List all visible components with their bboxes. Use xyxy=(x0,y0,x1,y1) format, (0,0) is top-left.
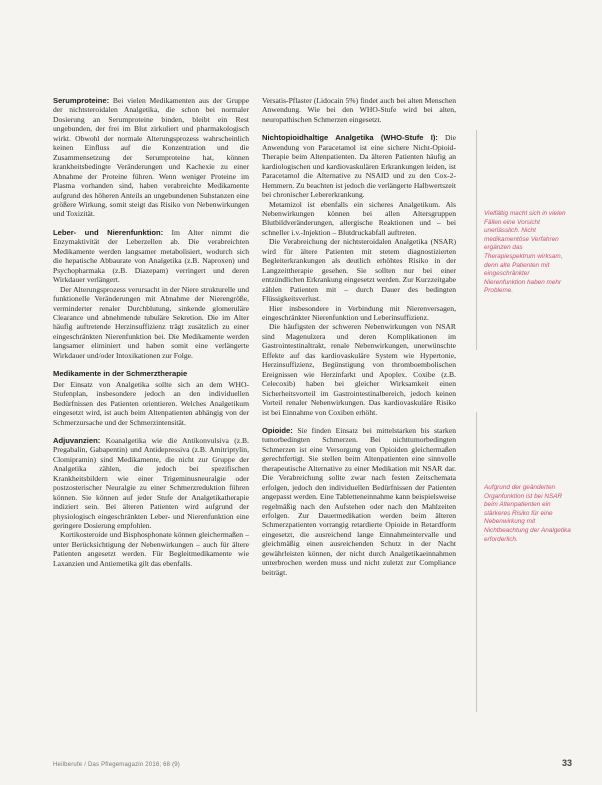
paragraph-niereninsuffizienz: Hier insbesondere in Verbindung mit Nierenversagen, eingeschränkter Nierenfunktion und Leberinsuffizienz. xyxy=(262,303,456,322)
page-number: 33 xyxy=(561,758,572,768)
paragraph-text: Im Alter nimmt die Enzymaktivität der Leberzellen ab. Die verabreichten Medikamente werden langsamer metabolisiert, wodurch sich die hepatische Abbaurate von Analgetika (z.B. Naproxen) und Psychopharmaka (z.B. Diazepam) verringert und deren Wirkdauer verlängert. xyxy=(53,227,250,285)
paragraph-text: Koanalgetika wie die Antikonvulsiva (z.B. Pregabalin, Gabapentin) und Antidepressiva (z.B. Amitriptylin, Clomipramin) sind Medikamente, die nicht zur Gruppe der Analgetika zählen, die jedoch bei spezifischen Krankheitsbildern wie einer Trigeminusneuralgie oder postzosterischer Neuralgie zu einer Schmerzreduktion führen können. Sie können auf jeder Stufe der Analgetikatherapie indiziert sein. Bei älteren Patienten wird aufgrund der physiologisch eingeschränkten Leber- und Nierenfunktion eine geringere Dosierung empfohlen. xyxy=(53,435,249,531)
section-heading-schmerztherapie: Medikamente in der Schmerztherapie xyxy=(53,369,188,379)
paragraph-text: Die Anwendung von Paracetamol ist eine sichere Nicht-Opioid-Therapie beim Altenpatienten. Da älteren Patienten häufig an kardiologischen und kardiovaskulären Erkrankungen leiden, ist Paracetamol die Alternative zu NSAID und zu den Cox-2-Hemmern. Zu beachten ist jedoch die verlängerte Halbwertszeit bei chronischer Lebererkrankung. xyxy=(262,133,456,200)
paragraph-text: Bei vielen Medikamenten aus der Gruppe der nichtsteroidalen Analgetika, die schon bei normaler Dosierung an Serumproteine binden, bleibt ein Rest ungebunden, der frei im Blut zirkuliert und pharmakologisch wirkt. Obwohl der normale Alterungsprozess wahrscheinlich keinen Einfluss auf die Konzentration und die Zusammensetzung der Serumproteine hat, können krankheitsbedingte Veränderungen und Kachexie zu einer Abnahme der Proteine führen. Wenn weniger Proteine im Plasma vorhanden sind, haben verabreichte Medikamente aufgrund des höheren Anteils an ungebundenen Substanzen eine größere Wirkung, somit steigt das Risiko von Nebenwirkungen und Toxizität. xyxy=(53,96,249,219)
paragraph-text: Sie finden Einsatz bei mittelstarken bis starken tumorbedingten Schmerzen. Bei nichttumorbedingten Schmerzen ist eine Versorgung von Opioiden gleichermaßen gerechtfertigt. Sie stellen beim Altenpatienten eine sinnvolle therapeutische Alternative zu einer Medikation mit NSAR dar. Die Verabreichung sollte zwar nach festen Zeitschemata erfolgen, jedoch den individuellen Bedürfnissen der Patienten angepasst werden. Eine Tabletteneinnahme kann beispielsweise regelmäßig nach den Aufstehen oder nach den Mahlzeiten erfolgen. Zur Dauermedikation werden beim älteren Schmerzpatienten vorrangig retardierte Opioide in Retardform eingesetzt, die ausreichend lange Einnahmeintervalle und gleichmäßig einen ausreichenden Schutz in der Nacht gewährleisten können, der nicht durch Analgetikaeinnahmen unterbrochen werden muss und nicht zuletzt zur Compliance beiträgt. xyxy=(262,425,456,577)
footer-journal: Heilberufe / Das Pflegemagazin 2016; 68 (9) xyxy=(53,762,181,768)
paragraph-who-stufenplan: Der Einsatz von Analgetika sollte sich an dem WHO-Stufenplan, insbesondere jedoch an den individuellen Bedürfnissen des Patienten orientieren. Welches Analgetikum eingesetzt wird, ist auch beim Altenpatienten abhängig von der Schmerzursache und der Schmerzintensität. xyxy=(53,379,249,427)
run-in-heading-adjuvanzien: Adjuvanzien: xyxy=(53,435,101,445)
sidebar-note: Vielfältig macht sich in vielen Fällen eine Vorsicht unerlässlich. Nicht medikamentöse Verfahren ergänzen das Therapiespektrum wirksam, denn alte Patienten mit eingeschränkter Nierenfunktion haben mehr Probleme. xyxy=(484,210,566,295)
sidebar-note: Aufgrund der geänderten Organfunktion ist bei NSAR beim Altenpatienten ein stärkeres Risiko für eine Nebenwirkung mit Nichtbeachtung der Analgetika erforderlich. xyxy=(484,484,571,543)
paragraph-niere: Der Alterungsprozess verursacht in der Niere strukturelle und funktionelle Veränderungen mit Abnahme der Nierengröße, verminderter renaler Durchblutung, sinkende glomeruläre Clearance und abnehmende tubuläre Sekretion. Die im Alter häufig auftretende Herzinsuffizienz trägt zusätzlich zu einer eingeschränkten Nierenfunktion bei. Die Medikamente werden langsamer eliminiert und haben somit eine verlängerte Wirkdauer und/oder Intoxikationen zur Folge. xyxy=(53,284,249,360)
run-in-heading-opioide: Opioide: xyxy=(262,425,293,435)
paragraph-versatis: Versatis-Pflaster (Lidocain 5%) findet auch bei alten Menschen Anwendung. Wie bei den WHO-Stufe wird bei alten, neuropathischen Schmerzen eingesetzt. xyxy=(262,96,456,124)
sidebar-divider xyxy=(476,130,477,350)
paragraph-serumproteine xyxy=(53,96,249,219)
paragraph-nebenwirkungen: Die häufigsten der schweren Nebenwirkungen von NSAR sind Magenulzera und deren Komplikationen im Gastrointestinaltrakt, renale Nebenwirkungen, unerwünschte Effekte auf das kardiovaskuläre System wie Hypertonie, Herzinsuffizienz, Begünstigung von thromboembolischen Ereignissen wie Herzinfarkt und Apoplex. Coxibe (z.B. Celecoxib) haben bei gleicher Wirksamkeit einen Sicherheitsvorteil im Gastrointestinalbereich, jedoch keinen Vorteil renaler Nebenwirkungen. Das kardiovaskuläre Risiko ist bei Einnahme von Coxiben erhöht. xyxy=(262,322,456,417)
paragraph-nichtopioid xyxy=(262,133,456,199)
paragraph-leber-nieren xyxy=(53,228,249,285)
run-in-heading-serumproteine: Serumproteine: xyxy=(53,96,110,105)
paragraph-nsar: Die Verabreichung der nichtsteroidalen Analgetika (NSAR) wird für ältere Patienten mit stetem diagnostizierten Begleiterkrankungen als deutlich erhöhtes Risiko in der Langzeittherapie gesehen. Sie sollten nur bei einer entzündlichen Erkrankung eingesetzt werden. Zur Kurzzeitgabe zählen Patienten mit – durch Dauer des bedingten Flüssigkeitsverlust. xyxy=(262,237,456,304)
middle-column xyxy=(262,96,456,577)
run-in-heading-leber-nieren: Leber- und Nierenfunktion: xyxy=(53,227,164,237)
paragraph-opioide xyxy=(262,426,456,577)
paragraph-adjuvanzien xyxy=(53,436,249,531)
paragraph-metamizol: Metamizol ist ebenfalls ein sicheres Analgetikum. Als Nebenwirkungen können bei allen Altersgruppen Blutbildveränderungen, allergische Reaktionen und – bei schneller i.v.-Injektion – Blutdruckabfall auftreten. xyxy=(262,199,456,237)
run-in-heading-nichtopioid: Nichtopioidhaltige Analgetika (WHO-Stufe I): xyxy=(262,133,438,143)
sidebar-divider xyxy=(476,412,477,712)
paragraph-kortikosteroide: Kortikosteroide und Bisphosphonate können gleichermaßen – unter Berücksichtigung der Nebenwirkungen – auch für ältere Patienten angesetzt werden. Für Begleitmedikamente wie Laxanzien und Antiemetika gilt das ebenfalls. xyxy=(53,530,249,568)
left-column xyxy=(53,96,249,568)
